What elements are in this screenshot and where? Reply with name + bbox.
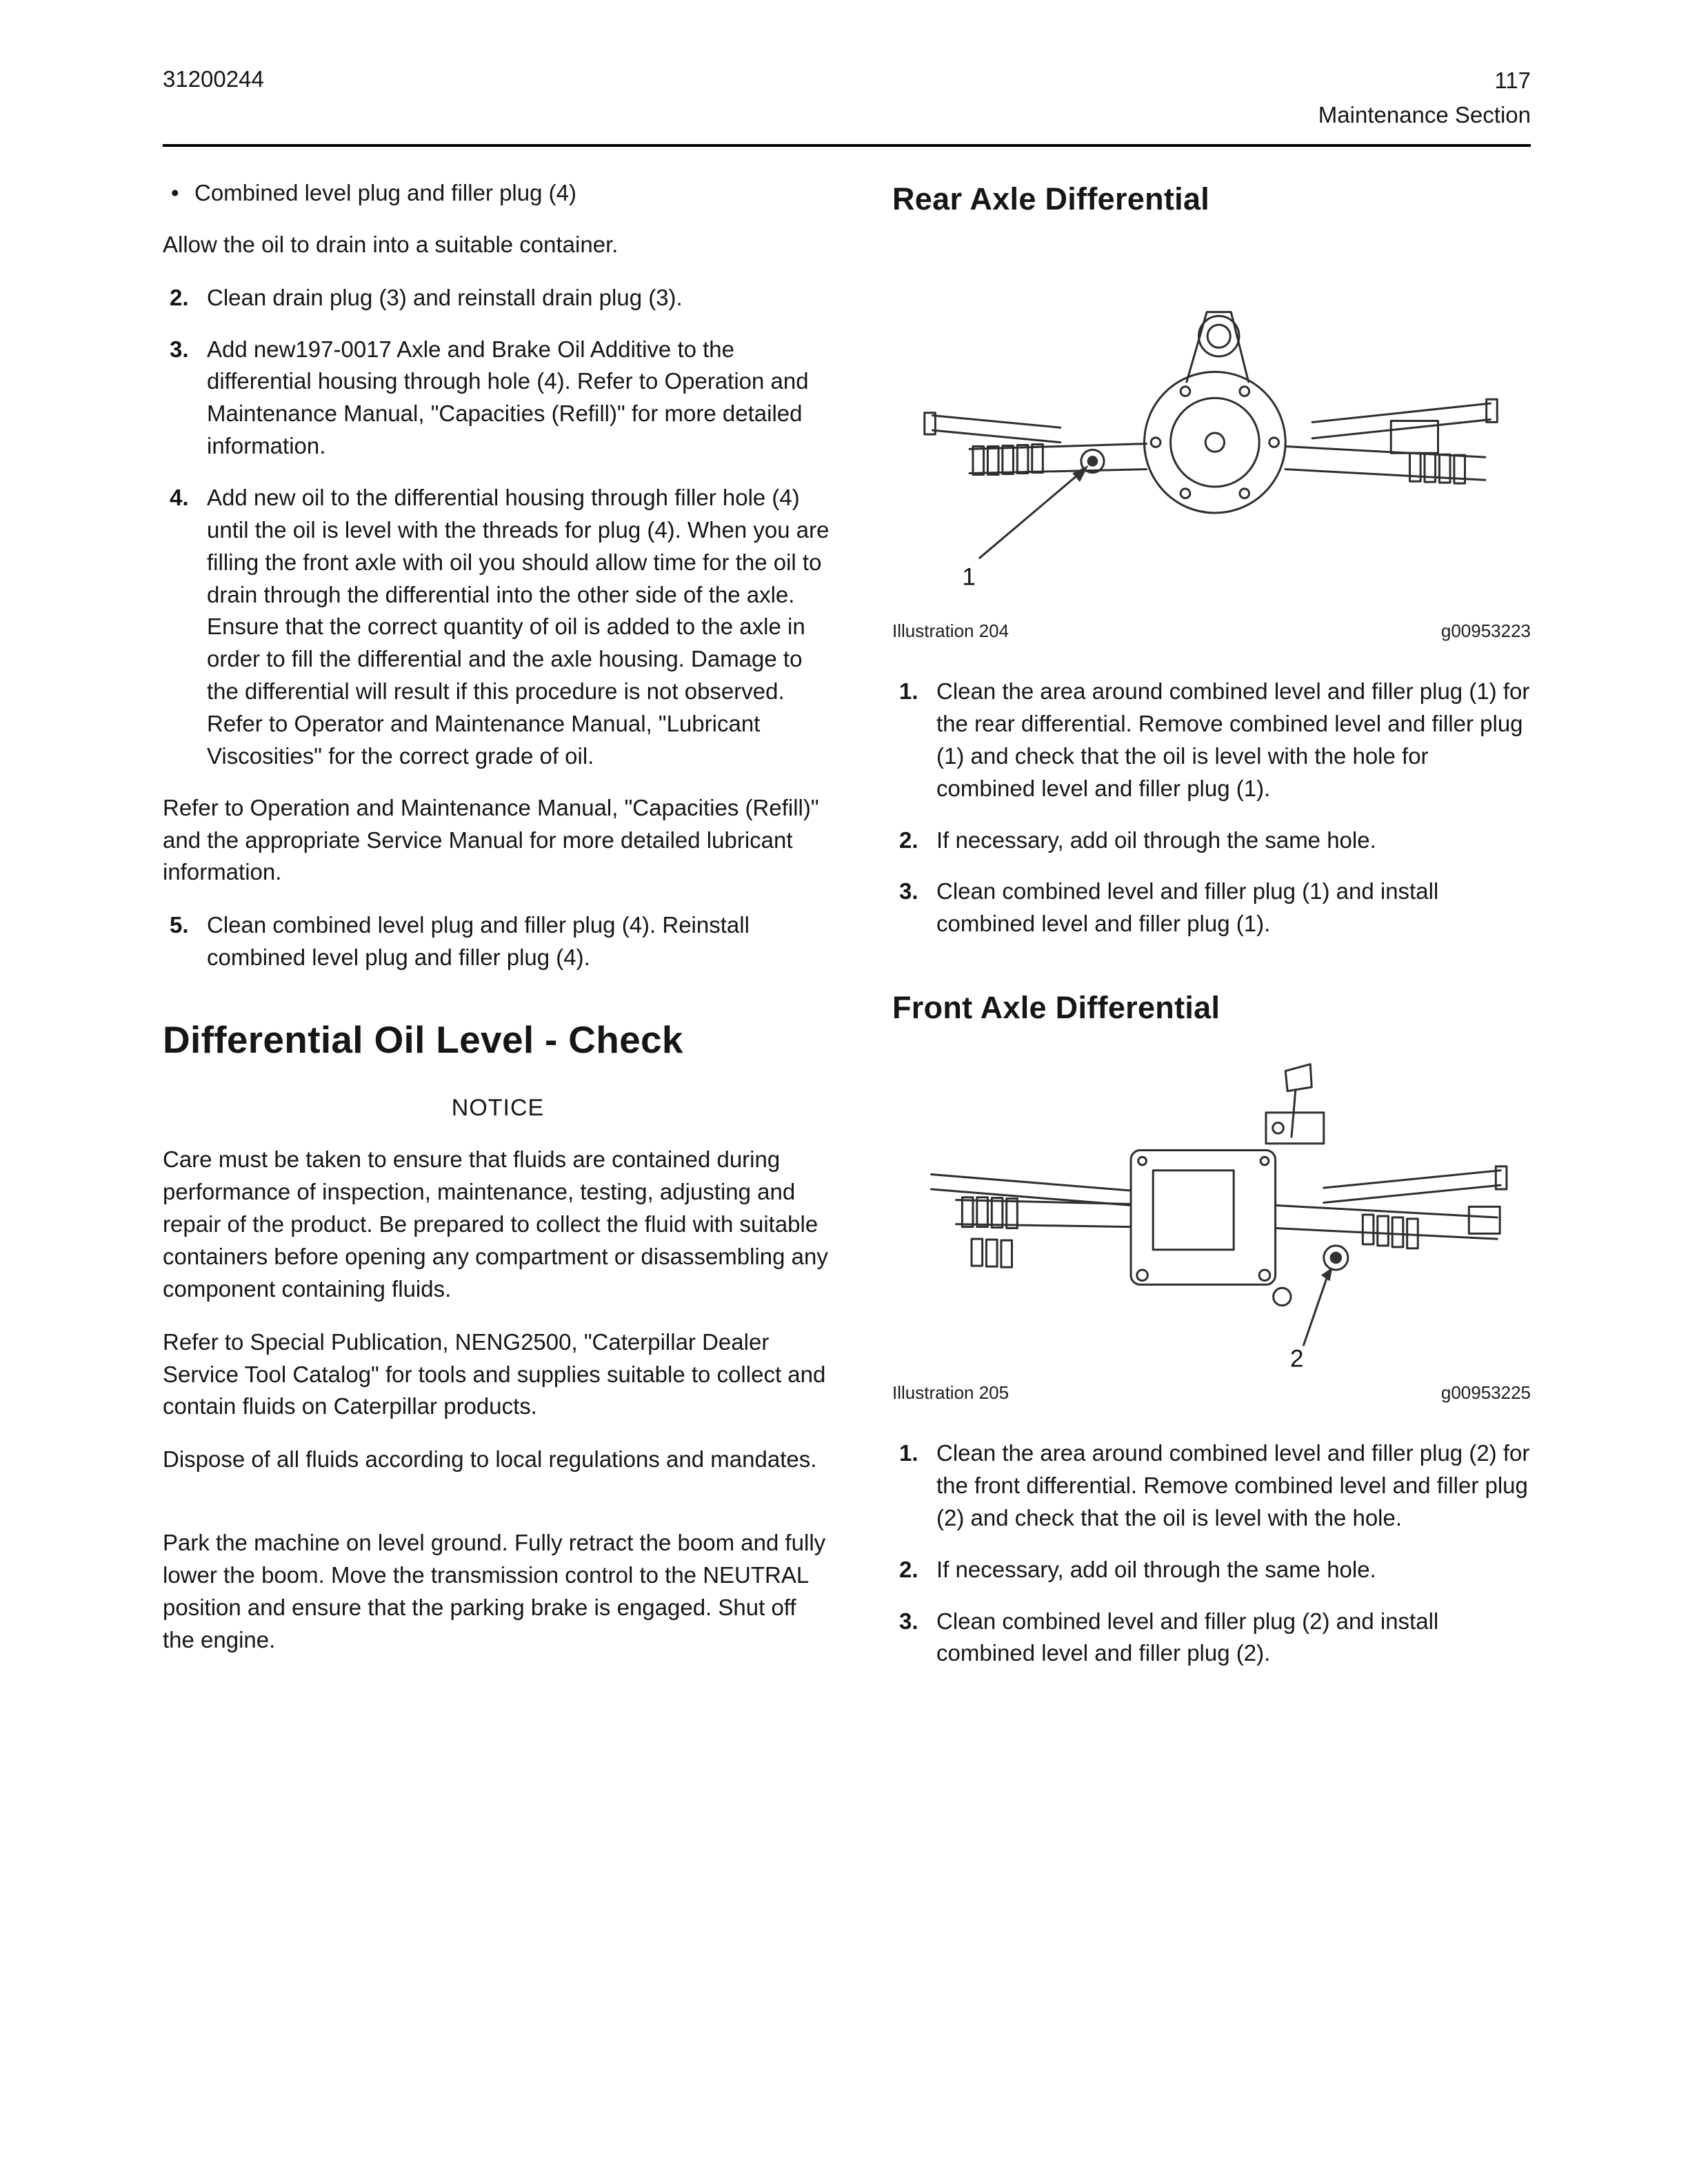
step-number: 3. [899,1608,918,1634]
two-column-layout [163,177,1531,1689]
step-5 [163,909,833,974]
paragraph-notice-body: Care must be taken to ensure that fluids are contained during performance of inspection, maintenance, testing, adjusting and repair of the product. Be prepared to collect the fluid with suitable containers before opening any compartment or disassembling any component containing fluids. [163,1146,828,1302]
step-text: Clean combined level and filler plug (1) and install combined level and filler plug (1). [936,878,1439,937]
bullet-text: Combined level plug and filler plug (4) [194,180,576,205]
rear-step-2 [892,825,1531,857]
illustration-205-caption [892,1380,1531,1406]
step-number: 3. [899,878,918,904]
paragraph-park-machine: Park the machine on level ground. Fully retract the boom and fully lower the boom. Move the transmission control to the NEUTRAL position and ensure that the parking brake is engaged. Shut off the engine. [163,1530,826,1652]
front-step-2 [892,1554,1531,1586]
page-number: 117 [1494,68,1531,93]
step-number: 4. [170,485,189,511]
step-text: Clean combined level plug and filler plug (4). Reinstall combined level plug and filler plug (4). [207,912,750,971]
paragraph-refer: Refer to Operation and Maintenance Manual, "Capacities (Refill)" and the appropriate Service Manual for more detailed lubricant information. [163,794,819,885]
step-2 [163,282,833,314]
paragraph-special-publication: Refer to Special Publication, NENG2500, "Caterpillar Dealer Service Tool Catalog" for tools and supplies suitable to collect and contain fluids on Caterpillar products. [163,1328,826,1419]
left-column [163,177,833,1689]
heading-differential-oil-level-check: Differential Oil Level - Check [163,1018,683,1062]
illustration-code: g00953223 [1440,620,1531,642]
rear-step-3 [892,876,1531,940]
step-3 [163,334,833,463]
step-4 [163,482,833,773]
right-column [892,177,1531,1689]
step-text: Add new oil to the differential housing through filler hole (4) until the oil is level with the threads for plug (4). When you are filling the front axle with oil you should allow time for the oil to drain through the differential into the other side of the axle. Ensure that the correct quantity of oil is added to the axle in order to fill the differential and the axle housing. Damage to the differential will result if this procedure is not observed. Refer to Operator and Maintenance Manual, "Lubricant Viscosities" for the correct grade of oil. [207,485,830,769]
step-number: 2. [170,284,189,310]
step-text: If necessary, add oil through the same hole. [936,827,1376,853]
step-number: 1. [899,678,918,705]
step-text: Clean combined level and filler plug (2) and install combined level and filler plug (2). [936,1608,1439,1666]
step-text: Add new197-0017 Axle and Brake Oil Additive to the differential housing through hole (4). Refer to Operation and Maintenance Manual, "Capacities (Refill)" for more detailed information. [207,336,809,459]
front-axle-spline-ribs-left [962,1197,1017,1267]
rear-step-1 [892,676,1531,805]
step-text: Clean the area around combined level and filler plug (1) for the rear differential. Remove combined level and filler plug (1) and check that the oil is level with the hole for combined level and filler plug (1). [936,678,1530,801]
front-differential-housing [1131,1151,1291,1306]
illustration-204-caption [892,618,1531,644]
illustration-number: Illustration 205 [892,1382,1009,1404]
bullet-item [163,177,833,210]
step-number: 2. [899,1556,918,1582]
header-right [1318,63,1531,132]
step-number: 2. [899,827,918,853]
document-number: 31200244 [163,66,264,92]
page-header [163,63,1531,132]
step-number: 3. [170,336,189,362]
step-text: If necessary, add oil through the same hole. [936,1556,1376,1582]
front-axle-differential-illustration [892,1056,1531,1372]
step-number: 1. [899,1440,918,1466]
bullet-marker: • [171,180,179,205]
paragraph-allow-drain: Allow the oil to drain into a suitable container. [163,231,619,257]
header-rule [163,144,1531,147]
rear-axle-tubes [969,444,1485,481]
front-plug-callout [1290,1246,1348,1372]
heading-front-axle-differential: Front Axle Differential [892,990,1220,1026]
paragraph-dispose: Dispose of all fluids according to local regulations and mandates. [163,1446,817,1473]
step-text: Clean the area around combined level and filler plug (2) for the front differential. Remove combined level and filler plug (2) and check that the oil is level with the hole. [936,1440,1530,1530]
notice-label: NOTICE [451,1095,545,1122]
illustration-code: g00953225 [1440,1382,1531,1404]
section-title: Maintenance Section [1318,101,1531,128]
heading-rear-axle-differential: Rear Axle Differential [892,181,1210,216]
step-text: Clean drain plug (3) and reinstall drain plug (3). [207,284,683,310]
rear-differential-housing [1145,372,1438,513]
illustration-number: Illustration 204 [892,620,1009,642]
rear-axle-differential-illustration [892,247,1531,610]
callout-label-2: 2 [1290,1345,1304,1373]
front-step-3 [892,1606,1531,1670]
step-number: 5. [170,912,189,938]
front-step-1 [892,1437,1531,1535]
front-axle-top-mast [1266,1064,1324,1144]
callout-label-1: 1 [962,563,976,591]
